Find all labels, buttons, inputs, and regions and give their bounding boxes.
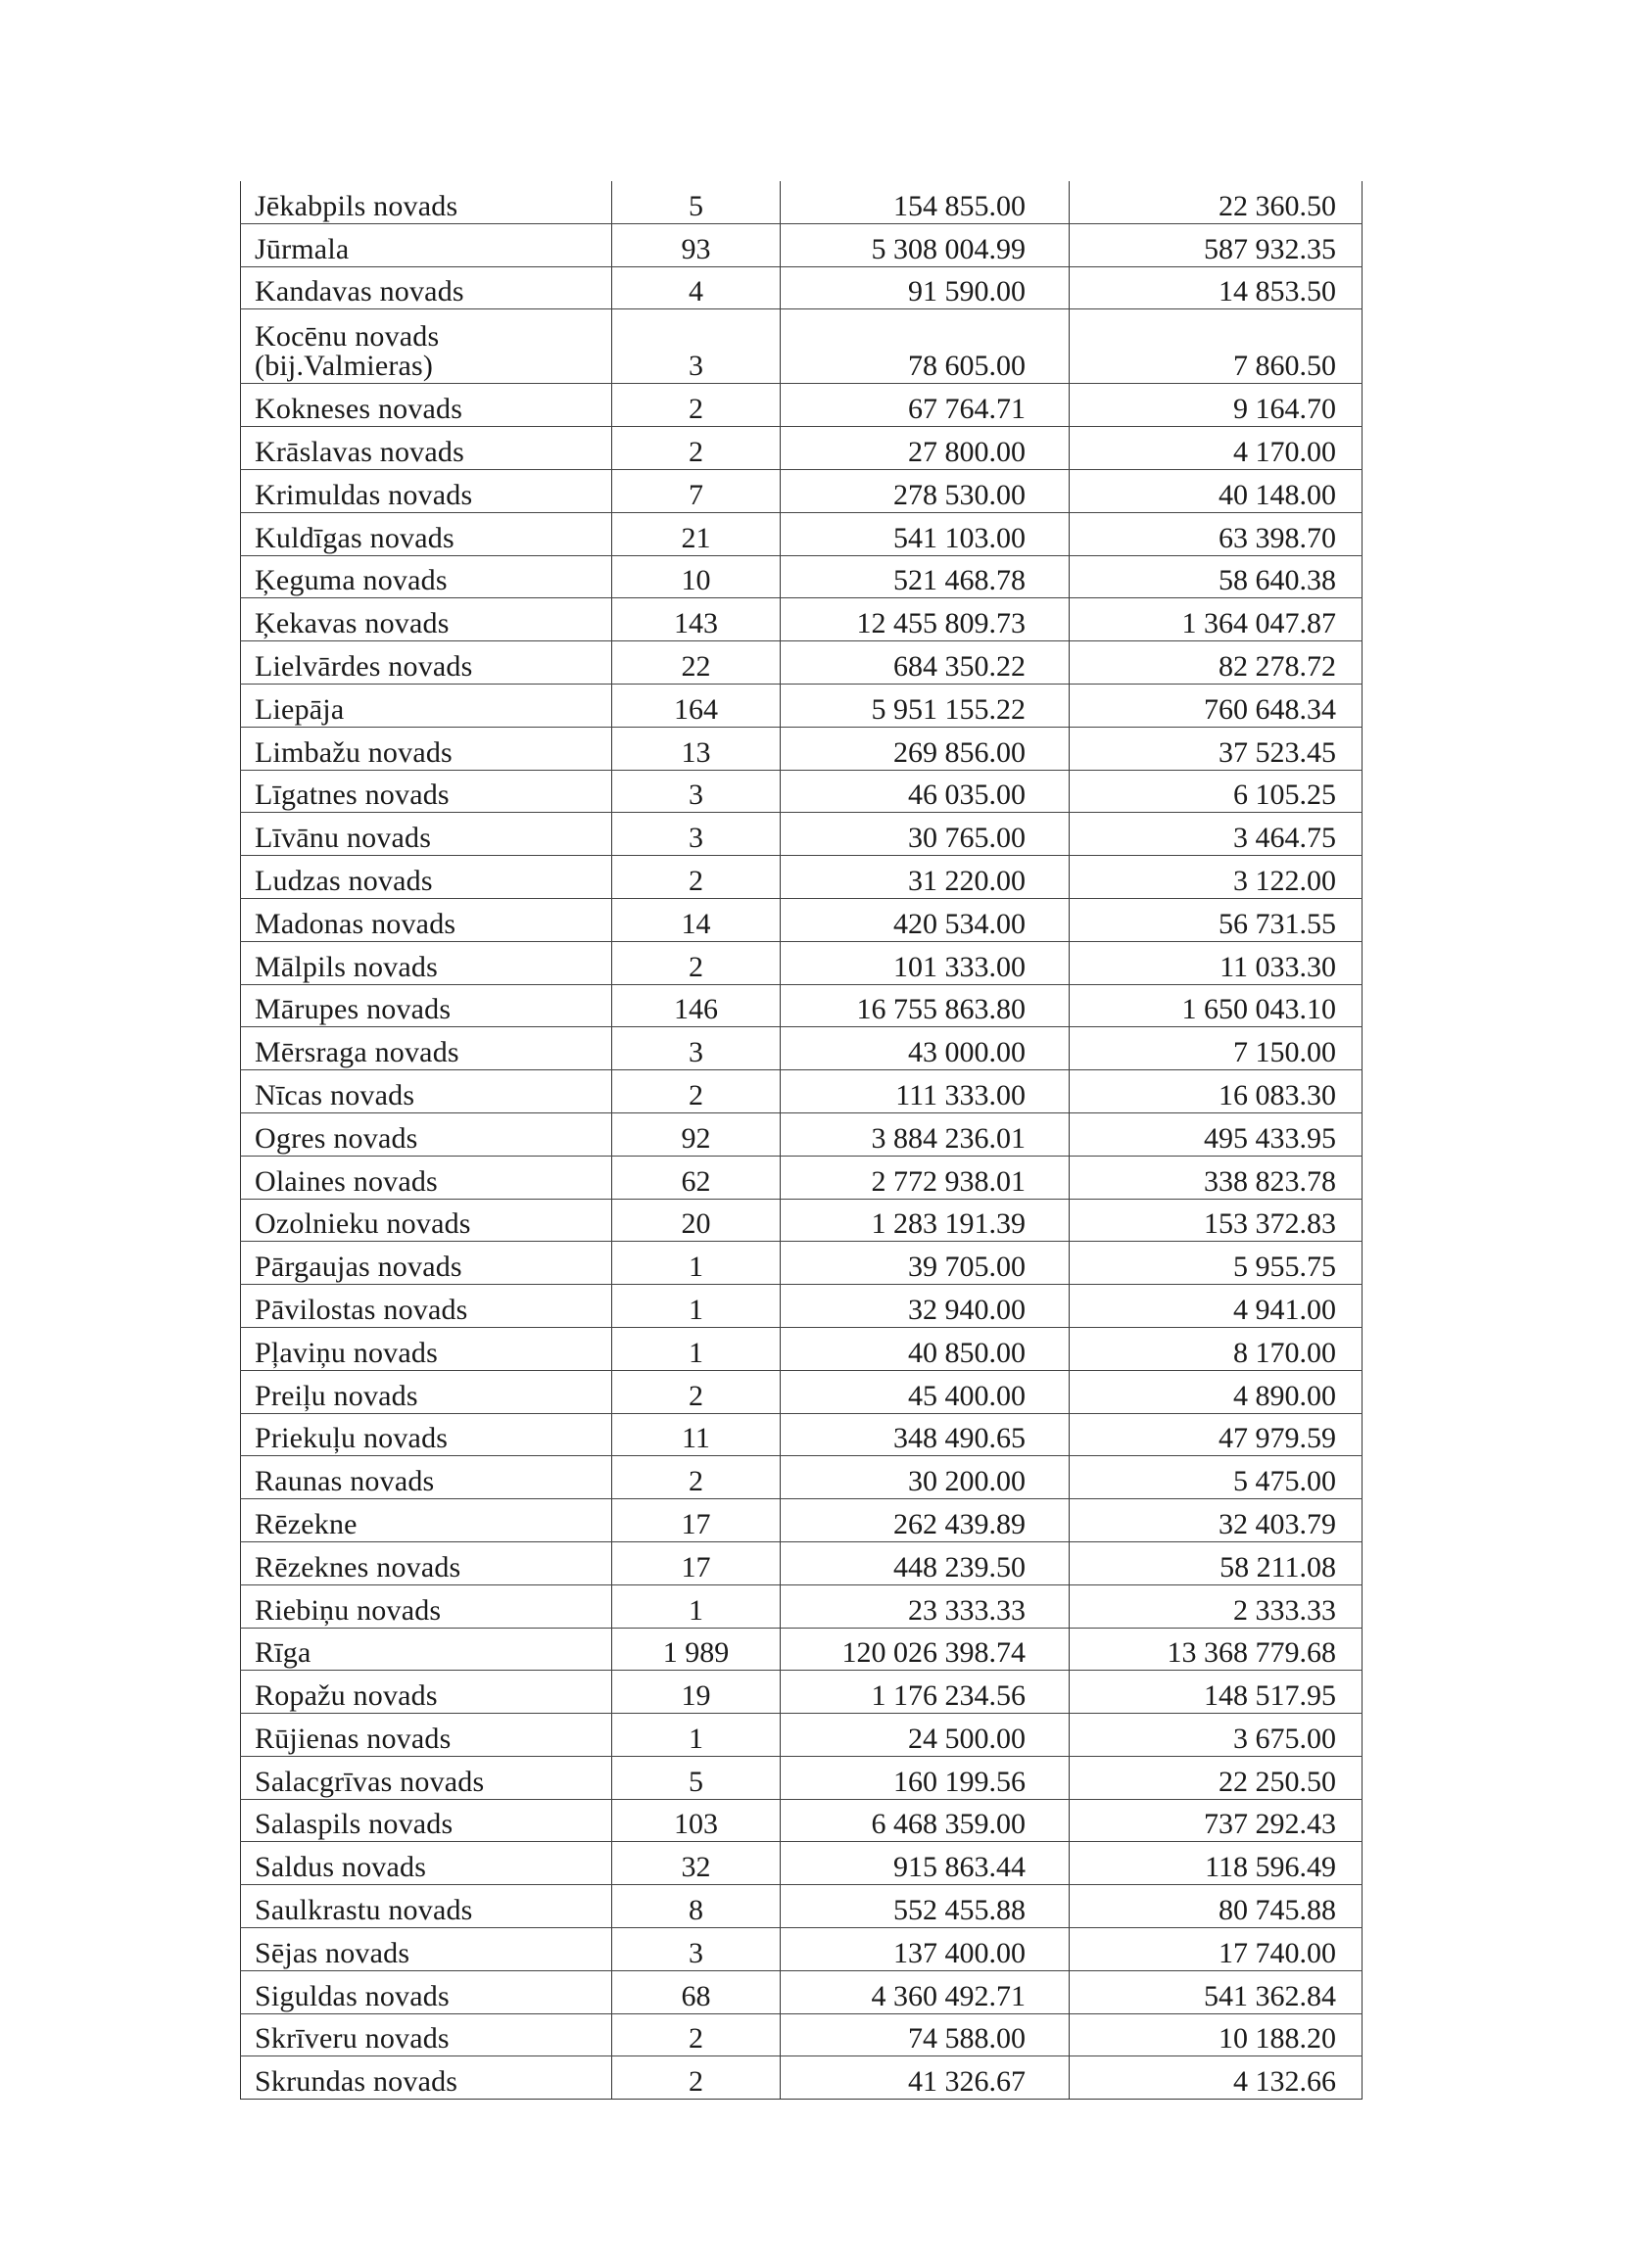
tax-amount-cell: 17 740.00: [1070, 1928, 1363, 1971]
table-row: [241, 1027, 1363, 1070]
tax-amount-cell: 58 211.08: [1070, 1541, 1363, 1584]
table-row: [241, 770, 1363, 813]
municipality-name-cell: Kokneses novads: [241, 384, 612, 427]
count-cell: 10: [612, 555, 781, 598]
municipality-name-cell: Olaines novads: [241, 1156, 612, 1199]
amount-cell: 278 530.00: [781, 469, 1070, 512]
table-row: [241, 1541, 1363, 1584]
amount-cell: 6 468 359.00: [781, 1799, 1070, 1842]
municipality-name-cell: Madonas novads: [241, 898, 612, 941]
count-cell: 2: [612, 2056, 781, 2100]
tax-amount-cell: 37 523.45: [1070, 727, 1363, 770]
municipality-table: [240, 181, 1363, 2100]
municipality-name-cell: Priekuļu novads: [241, 1413, 612, 1456]
municipality-name-cell: Krāslavas novads: [241, 427, 612, 470]
count-cell: 1: [612, 1327, 781, 1370]
table-row: [241, 2013, 1363, 2056]
tax-amount-cell: 541 362.84: [1070, 1970, 1363, 2013]
tax-amount-cell: 4 941.00: [1070, 1285, 1363, 1328]
count-cell: 2: [612, 1070, 781, 1113]
tax-amount-cell: 58 640.38: [1070, 555, 1363, 598]
municipality-name-cell: Ozolnieku novads: [241, 1199, 612, 1242]
amount-cell: 39 705.00: [781, 1242, 1070, 1285]
count-cell: 13: [612, 727, 781, 770]
table-row: [241, 309, 1363, 384]
tax-amount-cell: 737 292.43: [1070, 1799, 1363, 1842]
table-row: [241, 1285, 1363, 1328]
tax-amount-cell: 40 148.00: [1070, 469, 1363, 512]
table-row: [241, 1327, 1363, 1370]
tax-amount-cell: 4 132.66: [1070, 2056, 1363, 2100]
municipality-name-cell: Siguldas novads: [241, 1970, 612, 2013]
count-cell: 3: [612, 1027, 781, 1070]
table-body: [241, 181, 1363, 2100]
municipality-name-cell: Rēzeknes novads: [241, 1541, 612, 1584]
amount-cell: 684 350.22: [781, 641, 1070, 685]
amount-cell: 27 800.00: [781, 427, 1070, 470]
tax-amount-cell: 6 105.25: [1070, 770, 1363, 813]
tax-amount-cell: 8 170.00: [1070, 1327, 1363, 1370]
count-cell: 5: [612, 1756, 781, 1799]
table-row: [241, 1413, 1363, 1456]
amount-cell: 91 590.00: [781, 266, 1070, 309]
municipality-name-cell: Riebiņu novads: [241, 1584, 612, 1628]
municipality-name-cell: Līgatnes novads: [241, 770, 612, 813]
amount-cell: 46 035.00: [781, 770, 1070, 813]
table-row: [241, 1456, 1363, 1499]
amount-cell: 12 455 809.73: [781, 598, 1070, 641]
count-cell: 8: [612, 1885, 781, 1928]
municipality-name-cell: Kocēnu novads (bij.Valmieras): [241, 309, 612, 384]
tax-amount-cell: 3 122.00: [1070, 856, 1363, 899]
municipality-name-cell: Ķekavas novads: [241, 598, 612, 641]
municipality-name-cell: Kuldīgas novads: [241, 512, 612, 555]
amount-cell: 4 360 492.71: [781, 1970, 1070, 2013]
table-row: [241, 223, 1363, 266]
tax-amount-cell: 7 150.00: [1070, 1027, 1363, 1070]
table-row: [241, 384, 1363, 427]
municipality-name-cell: Ropažu novads: [241, 1671, 612, 1714]
table-row: [241, 1584, 1363, 1628]
municipality-name-cell: Kandavas novads: [241, 266, 612, 309]
count-cell: 1: [612, 1242, 781, 1285]
tax-amount-cell: 2 333.33: [1070, 1584, 1363, 1628]
amount-cell: 1 283 191.39: [781, 1199, 1070, 1242]
tax-amount-cell: 4 890.00: [1070, 1370, 1363, 1413]
table-row: [241, 469, 1363, 512]
tax-amount-cell: 56 731.55: [1070, 898, 1363, 941]
amount-cell: 154 855.00: [781, 181, 1070, 223]
municipality-name-cell: Preiļu novads: [241, 1370, 612, 1413]
tax-amount-cell: 16 083.30: [1070, 1070, 1363, 1113]
count-cell: 164: [612, 684, 781, 727]
amount-cell: 915 863.44: [781, 1842, 1070, 1885]
table-row: [241, 598, 1363, 641]
tax-amount-cell: 587 932.35: [1070, 223, 1363, 266]
table-row: [241, 1628, 1363, 1671]
municipality-name-cell: Skrundas novads: [241, 2056, 612, 2100]
amount-cell: 137 400.00: [781, 1928, 1070, 1971]
count-cell: 5: [612, 181, 781, 223]
municipality-name-cell: Liepāja: [241, 684, 612, 727]
table-row: [241, 684, 1363, 727]
count-cell: 22: [612, 641, 781, 685]
count-cell: 19: [612, 1671, 781, 1714]
amount-cell: 67 764.71: [781, 384, 1070, 427]
count-cell: 1: [612, 1584, 781, 1628]
table-row: [241, 512, 1363, 555]
municipality-name-cell: Salaspils novads: [241, 1799, 612, 1842]
count-cell: 20: [612, 1199, 781, 1242]
count-cell: 2: [612, 1456, 781, 1499]
municipality-name-cell: Pārgaujas novads: [241, 1242, 612, 1285]
tax-amount-cell: 338 823.78: [1070, 1156, 1363, 1199]
municipality-name-cell: Rīga: [241, 1628, 612, 1671]
count-cell: 1 989: [612, 1628, 781, 1671]
amount-cell: 2 772 938.01: [781, 1156, 1070, 1199]
municipality-name-cell: Jūrmala: [241, 223, 612, 266]
table-row: [241, 1714, 1363, 1757]
tax-amount-cell: 1 650 043.10: [1070, 984, 1363, 1027]
municipality-name-cell: Jēkabpils novads: [241, 181, 612, 223]
amount-cell: 5 308 004.99: [781, 223, 1070, 266]
amount-cell: 16 755 863.80: [781, 984, 1070, 1027]
tax-amount-cell: 32 403.79: [1070, 1499, 1363, 1542]
table-row: [241, 555, 1363, 598]
tax-amount-cell: 3 464.75: [1070, 813, 1363, 856]
table-row: [241, 1199, 1363, 1242]
count-cell: 2: [612, 941, 781, 984]
municipality-name-cell: Ludzas novads: [241, 856, 612, 899]
amount-cell: 521 468.78: [781, 555, 1070, 598]
amount-cell: 448 239.50: [781, 1541, 1070, 1584]
count-cell: 14: [612, 898, 781, 941]
table-row: [241, 898, 1363, 941]
count-cell: 3: [612, 770, 781, 813]
count-cell: 17: [612, 1499, 781, 1542]
amount-cell: 120 026 398.74: [781, 1628, 1070, 1671]
table-row: [241, 856, 1363, 899]
tax-amount-cell: 4 170.00: [1070, 427, 1363, 470]
tax-amount-cell: 760 648.34: [1070, 684, 1363, 727]
amount-cell: 5 951 155.22: [781, 684, 1070, 727]
municipality-name-cell: Skrīveru novads: [241, 2013, 612, 2056]
municipality-name-cell: Krimuldas novads: [241, 469, 612, 512]
amount-cell: 41 326.67: [781, 2056, 1070, 2100]
amount-cell: 23 333.33: [781, 1584, 1070, 1628]
tax-amount-cell: 7 860.50: [1070, 309, 1363, 384]
amount-cell: 45 400.00: [781, 1370, 1070, 1413]
table-row: [241, 1156, 1363, 1199]
count-cell: 1: [612, 1714, 781, 1757]
amount-cell: 78 605.00: [781, 309, 1070, 384]
table-row: [241, 1070, 1363, 1113]
amount-cell: 24 500.00: [781, 1714, 1070, 1757]
table-row: [241, 1370, 1363, 1413]
municipality-name-cell: Rēzekne: [241, 1499, 612, 1542]
municipality-name-cell: Mērsraga novads: [241, 1027, 612, 1070]
amount-cell: 160 199.56: [781, 1756, 1070, 1799]
amount-cell: 541 103.00: [781, 512, 1070, 555]
table-row: [241, 1756, 1363, 1799]
amount-cell: 262 439.89: [781, 1499, 1070, 1542]
amount-cell: 552 455.88: [781, 1885, 1070, 1928]
municipality-name-cell: Lielvārdes novads: [241, 641, 612, 685]
amount-cell: 31 220.00: [781, 856, 1070, 899]
municipality-name-cell: Līvānu novads: [241, 813, 612, 856]
count-cell: 7: [612, 469, 781, 512]
municipality-name-cell: Salacgrīvas novads: [241, 1756, 612, 1799]
count-cell: 11: [612, 1413, 781, 1456]
amount-cell: 74 588.00: [781, 2013, 1070, 2056]
count-cell: 4: [612, 266, 781, 309]
tax-amount-cell: 80 745.88: [1070, 1885, 1363, 1928]
tax-amount-cell: 153 372.83: [1070, 1199, 1363, 1242]
tax-amount-cell: 82 278.72: [1070, 641, 1363, 685]
municipality-name-cell: Raunas novads: [241, 1456, 612, 1499]
count-cell: 3: [612, 813, 781, 856]
amount-cell: 43 000.00: [781, 1027, 1070, 1070]
count-cell: 143: [612, 598, 781, 641]
table-row: [241, 813, 1363, 856]
table-row: [241, 1885, 1363, 1928]
amount-cell: 420 534.00: [781, 898, 1070, 941]
tax-amount-cell: 9 164.70: [1070, 384, 1363, 427]
count-cell: 3: [612, 1928, 781, 1971]
table-row: [241, 1799, 1363, 1842]
count-cell: 17: [612, 1541, 781, 1584]
tax-amount-cell: 3 675.00: [1070, 1714, 1363, 1757]
count-cell: 3: [612, 309, 781, 384]
count-cell: 2: [612, 427, 781, 470]
amount-cell: 32 940.00: [781, 1285, 1070, 1328]
count-cell: 32: [612, 1842, 781, 1885]
tax-amount-cell: 10 188.20: [1070, 2013, 1363, 2056]
tax-amount-cell: 118 596.49: [1070, 1842, 1363, 1885]
count-cell: 103: [612, 1799, 781, 1842]
amount-cell: 40 850.00: [781, 1327, 1070, 1370]
amount-cell: 3 884 236.01: [781, 1112, 1070, 1156]
municipality-name-cell: Nīcas novads: [241, 1070, 612, 1113]
table-row: [241, 1242, 1363, 1285]
tax-amount-cell: 495 433.95: [1070, 1112, 1363, 1156]
tax-amount-cell: 47 979.59: [1070, 1413, 1363, 1456]
count-cell: 2: [612, 1370, 781, 1413]
table-row: [241, 1112, 1363, 1156]
municipality-name-cell: Mārupes novads: [241, 984, 612, 1027]
amount-cell: 1 176 234.56: [781, 1671, 1070, 1714]
tax-amount-cell: 5 475.00: [1070, 1456, 1363, 1499]
table-row: [241, 181, 1363, 223]
count-cell: 21: [612, 512, 781, 555]
tax-amount-cell: 5 955.75: [1070, 1242, 1363, 1285]
municipality-name-cell: Rūjienas novads: [241, 1714, 612, 1757]
municipality-name-cell: Sējas novads: [241, 1928, 612, 1971]
tax-amount-cell: 22 360.50: [1070, 181, 1363, 223]
tax-amount-cell: 148 517.95: [1070, 1671, 1363, 1714]
tax-amount-cell: 22 250.50: [1070, 1756, 1363, 1799]
table-row: [241, 727, 1363, 770]
municipality-name-cell: Saldus novads: [241, 1842, 612, 1885]
tax-amount-cell: 1 364 047.87: [1070, 598, 1363, 641]
table-row: [241, 1499, 1363, 1542]
tax-amount-cell: 14 853.50: [1070, 266, 1363, 309]
municipality-name-cell: Ogres novads: [241, 1112, 612, 1156]
table-row: [241, 1928, 1363, 1971]
tax-amount-cell: 11 033.30: [1070, 941, 1363, 984]
amount-cell: 101 333.00: [781, 941, 1070, 984]
tax-amount-cell: 63 398.70: [1070, 512, 1363, 555]
municipality-name-cell: Saulkrastu novads: [241, 1885, 612, 1928]
municipality-name-cell: Ķeguma novads: [241, 555, 612, 598]
amount-cell: 269 856.00: [781, 727, 1070, 770]
count-cell: 68: [612, 1970, 781, 2013]
amount-cell: 111 333.00: [781, 1070, 1070, 1113]
municipality-name-cell: Pāvilostas novads: [241, 1285, 612, 1328]
count-cell: 146: [612, 984, 781, 1027]
table-row: [241, 941, 1363, 984]
count-cell: 1: [612, 1285, 781, 1328]
table-row: [241, 266, 1363, 309]
municipality-name-cell: Pļaviņu novads: [241, 1327, 612, 1370]
table-row: [241, 427, 1363, 470]
count-cell: 62: [612, 1156, 781, 1199]
count-cell: 2: [612, 2013, 781, 2056]
amount-cell: 348 490.65: [781, 1413, 1070, 1456]
table-row: [241, 2056, 1363, 2100]
count-cell: 93: [612, 223, 781, 266]
municipality-name-cell: Mālpils novads: [241, 941, 612, 984]
table-row: [241, 641, 1363, 685]
table-row: [241, 1842, 1363, 1885]
amount-cell: 30 765.00: [781, 813, 1070, 856]
municipality-name-cell: Limbažu novads: [241, 727, 612, 770]
count-cell: 92: [612, 1112, 781, 1156]
count-cell: 2: [612, 856, 781, 899]
amount-cell: 30 200.00: [781, 1456, 1070, 1499]
table-row: [241, 984, 1363, 1027]
table-row: [241, 1671, 1363, 1714]
count-cell: 2: [612, 384, 781, 427]
tax-amount-cell: 13 368 779.68: [1070, 1628, 1363, 1671]
table-row: [241, 1970, 1363, 2013]
